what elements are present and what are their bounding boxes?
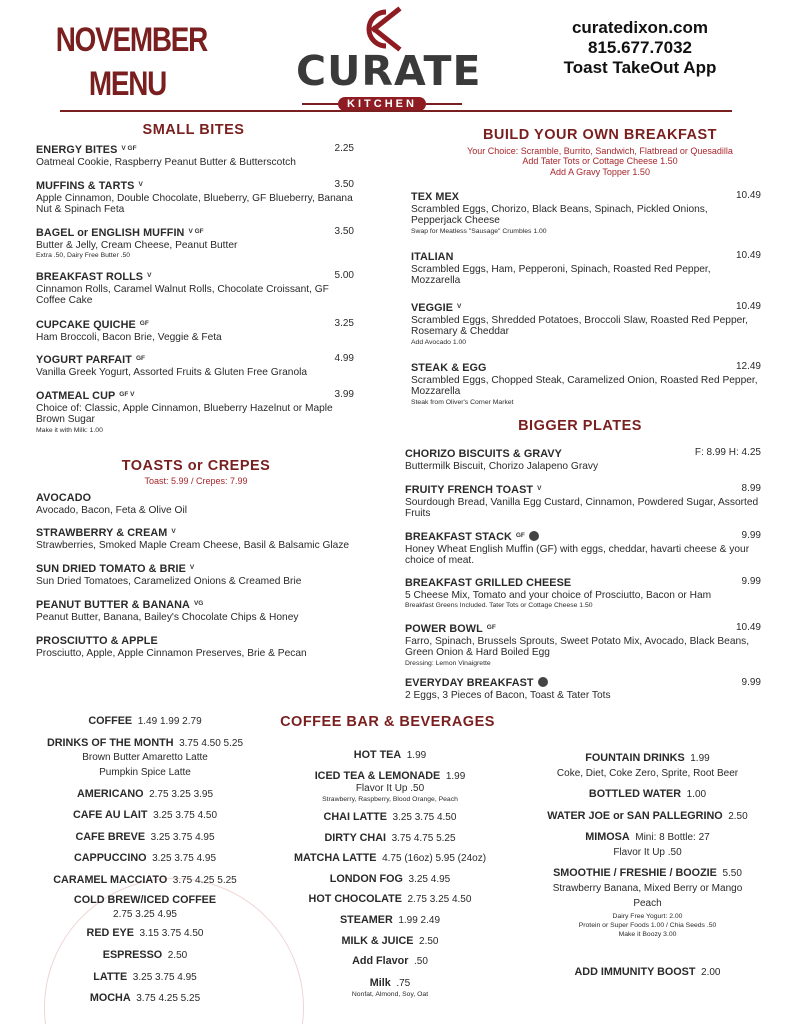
list-item: ITALIAN Scrambled Eggs, Ham, Pepperoni, Spinach, Roasted Red Pepper, Mozzarella 10.49 [411, 250, 761, 286]
coffee-column-2: HOT TEA 1.99 ICED TEA & LEMONADE 1.99 Flavor It Up .50 Strawberry, Raspberry, Blood Orange, Peach CHAI LATTE 3.25 3.75 4.50 DIRTY CHAI 3.75 4.75 5.25 MATCHA LATTE 4.75 (16oz) 5.95 (24oz) LONDON FOG 3.25 4.95 HOT CHOCOLATE 2.75 3.25 4.50 STEAMER 1.99 2.49 MILK & JUICE 2.50 Add Flavor .50 Milk .75 Nonfat, Almond, Soy, Oat [293, 749, 487, 998]
ck-logo-icon [352, 6, 412, 52]
list-item: BREAKFAST ROLLS $^V$ Cinnamon Rolls, Caramel Walnut Rolls, Chocolate Croissant, GF Coffee Cake 5.00 [36, 270, 354, 306]
logo-kitchen-label: KITCHEN [338, 97, 426, 111]
list-item: TEX MEX Scrambled Eggs, Chorizo, Black Beans, Spinach, Pickled Onions, Pepperjack Cheese Swap for Meatless "Sausage" Crumbles 1.00 10.49 [411, 190, 761, 235]
list-item: CUPCAKE QUICHE $^{GF}$ Ham Broccoli, Bacon Brie, Veggie & Feta 3.25 [36, 318, 354, 343]
coffee-column-1: COFFEE 1.49 1.99 2.79 DRINKS OF THE MONTH 3.75 4.50 5.25 Brown Butter Amaretto Latte Pumpkin Spice Latte AMERICANO 2.75 3.25 3.95 CAFE AU LAIT 3.25 3.75 4.50 CAFE BREVE 3.25 3.75 4.95 CAPPUCCINO 3.25 3.75 4.95 CARAMEL MACCIATO 3.75 4.25 5.25 COLD BREW/ICED COFFEE 2.75 3.25 4.95 RED EYE 3.15 3.75 4.50 ESPRESSO 2.50 LATTE 3.25 3.75 4.95 MOCHA 3.75 4.25 5.25 [46, 715, 244, 1004]
list-item: MUFFINS & TARTS $^V$ Apple Cinnamon, Double Chocolate, Blueberry, GF Blueberry, Banana Nut & Spinach Feta 3.50 [36, 179, 354, 215]
list-item: OATMEAL CUP $^{GF V}$ Choice of: Classic, Apple Cinnamon, Blueberry Hazelnut or Maple Brown Sugar Make it with Milk: 1.00 3.99 [36, 389, 354, 434]
list-item: YOGURT PARFAIT $^{GF}$ Vanilla Greek Yogurt, Assorted Fruits & Gluten Free Granola 4.99 [36, 353, 354, 378]
item-price: 10.49 [735, 190, 761, 201]
coffee-bar-title: COFFEE BAR & BEVERAGES [280, 714, 495, 730]
list-item: STEAK & EGG Scrambled Eggs, Chopped Steak, Caramelized Onion, Roasted Red Pepper, Mozzarella Steak from Oliver's Corner Market 12.49 [411, 361, 761, 406]
list-item: STRAWBERRY & CREAM $^V$ Strawberries, Smoked Maple Cream Cheese, Basil & Balsamic Glaze [36, 527, 350, 551]
item-price: 12.49 [735, 361, 761, 372]
list-item: SUN DRIED TOMATO & BRIE $^V$ Sun Dried Tomatoes, Caramelized Onions & Creamed Brie [36, 563, 302, 587]
vegan-badge-icon [538, 677, 548, 687]
header-divider [60, 110, 732, 112]
toasts-subtitle: Toast: 5.99 / Crepes: 7.99 [144, 476, 248, 486]
list-item: BREAKFAST STACK $^{GF}$ Honey Wheat English Muffin (GF) with eggs, cheddar, havarti cheese & your choice of meat. 9.99 [405, 530, 761, 566]
item-price: 3.25 [334, 318, 354, 329]
toasts-title: TOASTS or CREPES [121, 458, 271, 474]
build-choice-line-3: Add A Gravy Topper 1.50 [550, 167, 650, 177]
small-bites-title: SMALL BITES [142, 122, 245, 138]
item-price: F: 8.99 H: 4.25 [694, 447, 761, 458]
beverage-column-3: FOUNTAIN DRINKS 1.99 Coke, Diet, Coke Zero, Sprite, Root Beer BOTTLED WATER 1.00 WATER JOE or SAN PALLEGRINO 2.50 MIMOSA Mini: 8 Bottle: 27 Flavor It Up .50 SMOOTHIE / FRESHIE / BOOZIE 5.50 Strawberry Banana, Mixed Berry or Mango Peach Dairy Free Yogurt: 2.00 Protein or Super Foods 1.00 / Chia Seeds .50 Make it Boozy 3.00 ADD IMMUNITY BOOST 2.00 [547, 752, 748, 978]
list-item: BREAKFAST GRILLED CHEESE 5 Cheese Mix, Tomato and your choice of Prosciutto, Bacon or Ham Breakfast Greens Included. Tater Tots or Cottage Cheese 1.50 9.99 [405, 576, 761, 609]
list-item: PROSCIUTTO & APPLE Prosciutto, Apple, Apple Cinnamon Preserves, Brie & Pecan [36, 635, 307, 659]
month-line-2: MENU [88, 65, 167, 103]
item-price: 10.49 [735, 250, 761, 261]
item-price: 5.00 [334, 270, 354, 281]
item-price: 10.49 [735, 622, 761, 633]
bigger-plates-title: BIGGER PLATES [518, 418, 642, 434]
list-item: CHORIZO BISCUITS & GRAVY Buttermilk Biscuit, Chorizo Jalapeno Gravy F: 8.99 H: 4.25 [405, 447, 761, 472]
item-price: 3.50 [334, 226, 354, 237]
list-item: AVOCADO Avocado, Bacon, Feta & Olive Oil [36, 492, 188, 516]
item-price: 4.99 [334, 353, 354, 364]
item-price: 3.50 [334, 179, 354, 190]
curate-kitchen-logo [296, 6, 482, 110]
list-item: POWER BOWL $^{GF}$ Farro, Spinach, Brussels Sprouts, Sweet Potato Mix, Avocado, Black Beans, Green Onion & Hard Boiled Egg Dressing: Lemon Vinaigrette 10.49 [405, 622, 761, 667]
list-item: EVERYDAY BREAKFAST 2 Eggs, 3 Pieces of Bacon, Toast & Tater Tots 9.99 [405, 677, 761, 701]
item-price: 3.99 [334, 389, 354, 400]
item-price: 9.99 [741, 530, 761, 541]
month-line-1: NOVEMBER [55, 21, 208, 59]
item-price: 9.99 [741, 576, 761, 587]
item-price: 8.99 [741, 483, 761, 494]
vegan-badge-icon [529, 531, 539, 541]
item-price: 9.99 [741, 677, 761, 688]
logo-wordmark: CURATE [296, 47, 482, 95]
build-choice-line-2: Add Tater Tots or Cottage Cheese 1.50 [522, 156, 678, 166]
list-item: BAGEL or ENGLISH MUFFIN $^{V GF}$ Butter & Jelly, Cream Cheese, Peanut Butter Extra .50, Dairy Free Butter .50 3.50 [36, 226, 354, 259]
build-breakfast-title: BUILD YOUR OWN BREAKFAST [482, 127, 718, 143]
list-item: VEGGIE $^V$ Scrambled Eggs, Shredded Potatoes, Broccoli Slaw, Roasted Red Pepper, Rosemary & Cheddar Add Avocado 1.00 10.49 [411, 301, 761, 346]
item-price: 2.25 [334, 143, 354, 154]
list-item: ENERGY BITES $^{V GF}$ Oatmeal Cookie, Raspberry Peanut Butter & Butterscotch 2.25 [36, 143, 354, 168]
list-item: FRUITY FRENCH TOAST $^V$ Sourdough Bread, Vanilla Egg Custard, Cinnamon, Powdered Sugar, Assorted Fruits 8.99 [405, 483, 761, 519]
logo-kitchen-bar [302, 97, 462, 111]
contact-block [548, 18, 732, 78]
list-item: PEANUT BUTTER & BANANA $^{VG}$ Peanut Butter, Banana, Bailey's Chocolate Chips & Honey [36, 599, 299, 623]
menu-month-title [55, 18, 208, 106]
website-link[interactable]: curatedixon.com [571, 18, 709, 37]
item-price: 10.49 [735, 301, 761, 312]
build-choice-line-1: Your Choice: Scramble, Burrito, Sandwich, Flatbread or Quesadilla [467, 146, 733, 156]
phone-number: 815.677.7032 [588, 38, 692, 57]
app-name: Toast TakeOut App [563, 58, 717, 77]
